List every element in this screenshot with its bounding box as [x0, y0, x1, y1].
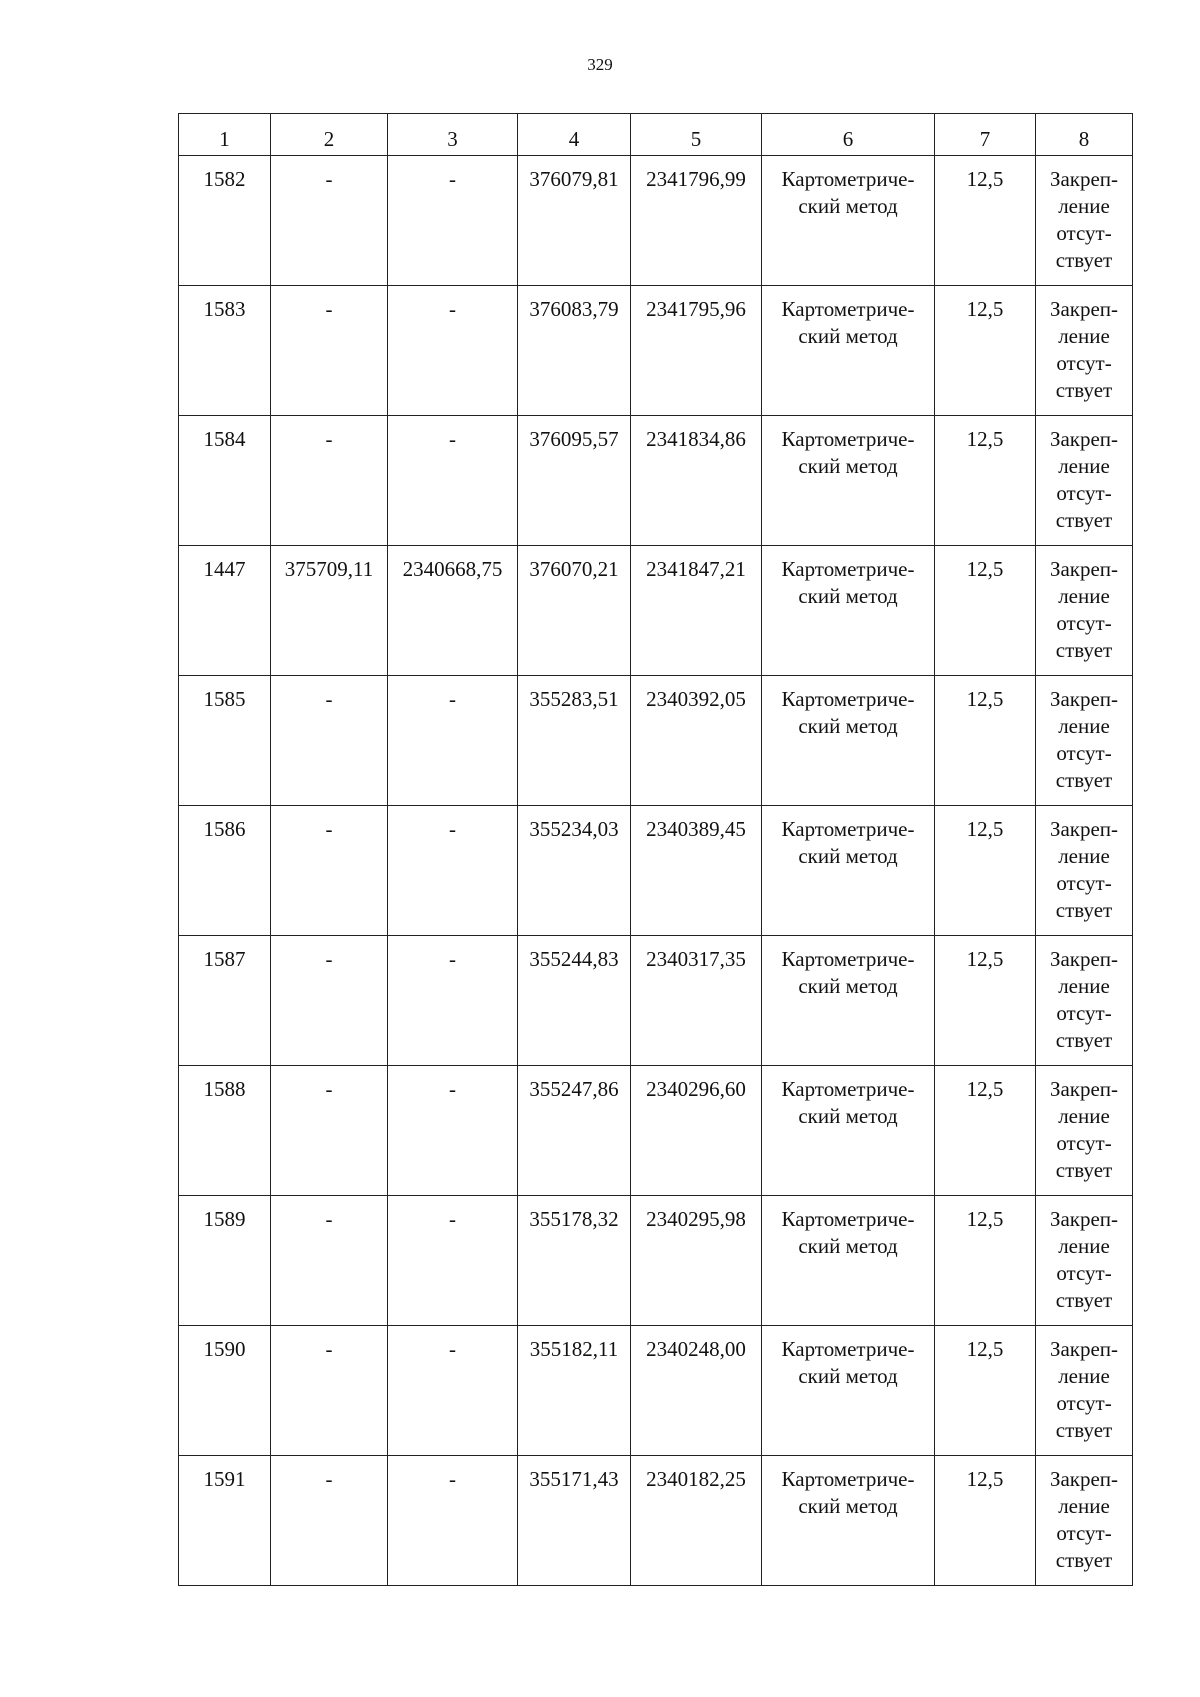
fixation-text-line: ление: [1058, 714, 1110, 738]
fixation-text-line: отсут-: [1056, 871, 1112, 895]
y-old-cell: -: [388, 676, 518, 806]
table-header-row: [179, 114, 1133, 156]
method-text-line: Картометриче-: [781, 1207, 915, 1231]
x-new-cell: 355171,43: [518, 1456, 631, 1586]
method-text-line: ский метод: [798, 974, 898, 998]
y-new-cell: 2340392,05: [631, 676, 762, 806]
fixation-text-line: ствует: [1055, 508, 1113, 532]
fixation-text-line: Закреп-: [1049, 947, 1119, 971]
method-cell: [762, 156, 935, 286]
fixation-text-line: ствует: [1055, 638, 1113, 662]
x-new-cell: 376079,81: [518, 156, 631, 286]
method-cell: [762, 416, 935, 546]
method-text-line: ский метод: [798, 844, 898, 868]
y-new-cell: 2340295,98: [631, 1196, 762, 1326]
column-header: 7: [935, 114, 1036, 156]
coordinates-table: [178, 113, 1133, 1586]
fixation-text-line: Закреп-: [1049, 1077, 1119, 1101]
fixation-cell: [1036, 1196, 1133, 1326]
fixation-text-line: Закреп-: [1049, 817, 1119, 841]
method-text-line: Картометриче-: [781, 557, 915, 581]
accuracy-cell: 12,5: [935, 546, 1036, 676]
method-text-line: ский метод: [798, 324, 898, 348]
table-row: [179, 1066, 1133, 1196]
fixation-cell: [1036, 1326, 1133, 1456]
point-number-cell: 1583: [179, 286, 271, 416]
y-old-cell: -: [388, 156, 518, 286]
x-old-cell: -: [271, 1066, 388, 1196]
x-old-cell: -: [271, 936, 388, 1066]
x-old-cell: 375709,11: [271, 546, 388, 676]
fixation-text-line: ствует: [1055, 248, 1113, 272]
y-old-cell: -: [388, 1326, 518, 1456]
table-row: [179, 416, 1133, 546]
column-header: 5: [631, 114, 762, 156]
y-old-cell: -: [388, 806, 518, 936]
x-old-cell: -: [271, 676, 388, 806]
y-new-cell: 2341796,99: [631, 156, 762, 286]
fixation-cell: [1036, 286, 1133, 416]
column-header: 6: [762, 114, 935, 156]
column-header: 8: [1036, 114, 1133, 156]
accuracy-cell: 12,5: [935, 1326, 1036, 1456]
y-old-cell: -: [388, 1456, 518, 1586]
method-cell: [762, 1066, 935, 1196]
point-number-cell: 1582: [179, 156, 271, 286]
method-cell: [762, 546, 935, 676]
fixation-text-line: Закреп-: [1049, 1207, 1119, 1231]
y-new-cell: 2341795,96: [631, 286, 762, 416]
table-row: [179, 676, 1133, 806]
method-text-line: Картометриче-: [781, 297, 915, 321]
fixation-text-line: отсут-: [1056, 1521, 1112, 1545]
method-text-line: Картометриче-: [781, 427, 915, 451]
x-old-cell: -: [271, 1196, 388, 1326]
fixation-text-line: ление: [1058, 1494, 1110, 1518]
point-number-cell: 1589: [179, 1196, 271, 1326]
fixation-cell: [1036, 676, 1133, 806]
x-new-cell: 376070,21: [518, 546, 631, 676]
fixation-text-line: отсут-: [1056, 1001, 1112, 1025]
fixation-cell: [1036, 156, 1133, 286]
accuracy-cell: 12,5: [935, 1196, 1036, 1326]
fixation-text-line: ствует: [1055, 1288, 1113, 1312]
fixation-text-line: ление: [1058, 194, 1110, 218]
fixation-text-line: отсут-: [1056, 741, 1112, 765]
point-number-cell: 1586: [179, 806, 271, 936]
accuracy-cell: 12,5: [935, 416, 1036, 546]
column-header: 1: [179, 114, 271, 156]
point-number-cell: 1591: [179, 1456, 271, 1586]
x-old-cell: -: [271, 806, 388, 936]
y-new-cell: 2340296,60: [631, 1066, 762, 1196]
page-number: 329: [587, 55, 613, 74]
x-old-cell: -: [271, 1326, 388, 1456]
method-text-line: Картометриче-: [781, 817, 915, 841]
fixation-text-line: ление: [1058, 844, 1110, 868]
fixation-text-line: ствует: [1055, 898, 1113, 922]
method-text-line: ский метод: [798, 1234, 898, 1258]
accuracy-cell: 12,5: [935, 936, 1036, 1066]
method-text-line: Картометриче-: [781, 947, 915, 971]
method-text-line: ский метод: [798, 1364, 898, 1388]
fixation-text-line: отсут-: [1056, 221, 1112, 245]
accuracy-cell: 12,5: [935, 806, 1036, 936]
y-old-cell: -: [388, 1196, 518, 1326]
y-new-cell: 2341834,86: [631, 416, 762, 546]
fixation-cell: [1036, 1066, 1133, 1196]
point-number-cell: 1588: [179, 1066, 271, 1196]
method-cell: [762, 286, 935, 416]
fixation-text-line: ствует: [1055, 1028, 1113, 1052]
x-old-cell: -: [271, 416, 388, 546]
fixation-text-line: отсут-: [1056, 351, 1112, 375]
method-cell: [762, 1456, 935, 1586]
table-row: [179, 286, 1133, 416]
fixation-text-line: ствует: [1055, 1418, 1113, 1442]
column-header: 3: [388, 114, 518, 156]
table-row: [179, 156, 1133, 286]
method-cell: [762, 676, 935, 806]
fixation-text-line: Закреп-: [1049, 427, 1119, 451]
x-old-cell: -: [271, 286, 388, 416]
method-cell: [762, 806, 935, 936]
fixation-cell: [1036, 936, 1133, 1066]
fixation-cell: [1036, 416, 1133, 546]
fixation-text-line: Закреп-: [1049, 557, 1119, 581]
method-text-line: Картометриче-: [781, 687, 915, 711]
y-new-cell: 2340248,00: [631, 1326, 762, 1456]
y-new-cell: 2340389,45: [631, 806, 762, 936]
fixation-text-line: ление: [1058, 1104, 1110, 1128]
method-text-line: Картометриче-: [781, 1467, 915, 1491]
accuracy-cell: 12,5: [935, 156, 1036, 286]
x-old-cell: -: [271, 1456, 388, 1586]
y-old-cell: -: [388, 286, 518, 416]
y-old-cell: -: [388, 416, 518, 546]
x-new-cell: 355244,83: [518, 936, 631, 1066]
method-text-line: Картометриче-: [781, 1077, 915, 1101]
fixation-text-line: ление: [1058, 974, 1110, 998]
y-new-cell: 2340317,35: [631, 936, 762, 1066]
x-new-cell: 355234,03: [518, 806, 631, 936]
fixation-text-line: ствует: [1055, 378, 1113, 402]
point-number-cell: 1585: [179, 676, 271, 806]
y-new-cell: 2341847,21: [631, 546, 762, 676]
fixation-text-line: отсут-: [1056, 611, 1112, 635]
fixation-text-line: отсут-: [1056, 481, 1112, 505]
method-text-line: Картометриче-: [781, 1337, 915, 1361]
fixation-text-line: ление: [1058, 1234, 1110, 1258]
table-row: [179, 1456, 1133, 1586]
accuracy-cell: 12,5: [935, 1066, 1036, 1196]
method-text-line: ский метод: [798, 454, 898, 478]
fixation-text-line: отсут-: [1056, 1131, 1112, 1155]
method-text-line: Картометриче-: [781, 167, 915, 191]
fixation-cell: [1036, 1456, 1133, 1586]
fixation-cell: [1036, 806, 1133, 936]
point-number-cell: 1590: [179, 1326, 271, 1456]
table-row: [179, 1196, 1133, 1326]
point-number-cell: 1587: [179, 936, 271, 1066]
method-text-line: ский метод: [798, 714, 898, 738]
fixation-text-line: ствует: [1055, 768, 1113, 792]
table-row: [179, 546, 1133, 676]
x-new-cell: 355283,51: [518, 676, 631, 806]
fixation-text-line: ление: [1058, 454, 1110, 478]
method-text-line: ский метод: [798, 1494, 898, 1518]
method-cell: [762, 936, 935, 1066]
fixation-text-line: ление: [1058, 1364, 1110, 1388]
fixation-text-line: ление: [1058, 584, 1110, 608]
method-cell: [762, 1196, 935, 1326]
y-old-cell: 2340668,75: [388, 546, 518, 676]
y-old-cell: -: [388, 1066, 518, 1196]
x-new-cell: 376083,79: [518, 286, 631, 416]
point-number-cell: 1584: [179, 416, 271, 546]
fixation-text-line: отсут-: [1056, 1261, 1112, 1285]
method-text-line: ский метод: [798, 584, 898, 608]
x-new-cell: 376095,57: [518, 416, 631, 546]
point-number-cell: 1447: [179, 546, 271, 676]
table-body: [179, 156, 1133, 1586]
method-cell: [762, 1326, 935, 1456]
y-old-cell: -: [388, 936, 518, 1066]
x-new-cell: 355178,32: [518, 1196, 631, 1326]
x-new-cell: 355247,86: [518, 1066, 631, 1196]
table-row: [179, 806, 1133, 936]
fixation-cell: [1036, 546, 1133, 676]
column-header: 2: [271, 114, 388, 156]
fixation-text-line: ление: [1058, 324, 1110, 348]
accuracy-cell: 12,5: [935, 286, 1036, 416]
fixation-text-line: Закреп-: [1049, 167, 1119, 191]
fixation-text-line: Закреп-: [1049, 1467, 1119, 1491]
x-old-cell: -: [271, 156, 388, 286]
y-new-cell: 2340182,25: [631, 1456, 762, 1586]
accuracy-cell: 12,5: [935, 1456, 1036, 1586]
fixation-text-line: Закреп-: [1049, 1337, 1119, 1361]
column-header: 4: [518, 114, 631, 156]
method-text-line: ский метод: [798, 1104, 898, 1128]
fixation-text-line: ствует: [1055, 1158, 1113, 1182]
fixation-text-line: ствует: [1055, 1548, 1113, 1572]
table-row: [179, 936, 1133, 1066]
x-new-cell: 355182,11: [518, 1326, 631, 1456]
table-row: [179, 1326, 1133, 1456]
method-text-line: ский метод: [798, 194, 898, 218]
fixation-text-line: Закреп-: [1049, 297, 1119, 321]
fixation-text-line: Закреп-: [1049, 687, 1119, 711]
fixation-text-line: отсут-: [1056, 1391, 1112, 1415]
accuracy-cell: 12,5: [935, 676, 1036, 806]
